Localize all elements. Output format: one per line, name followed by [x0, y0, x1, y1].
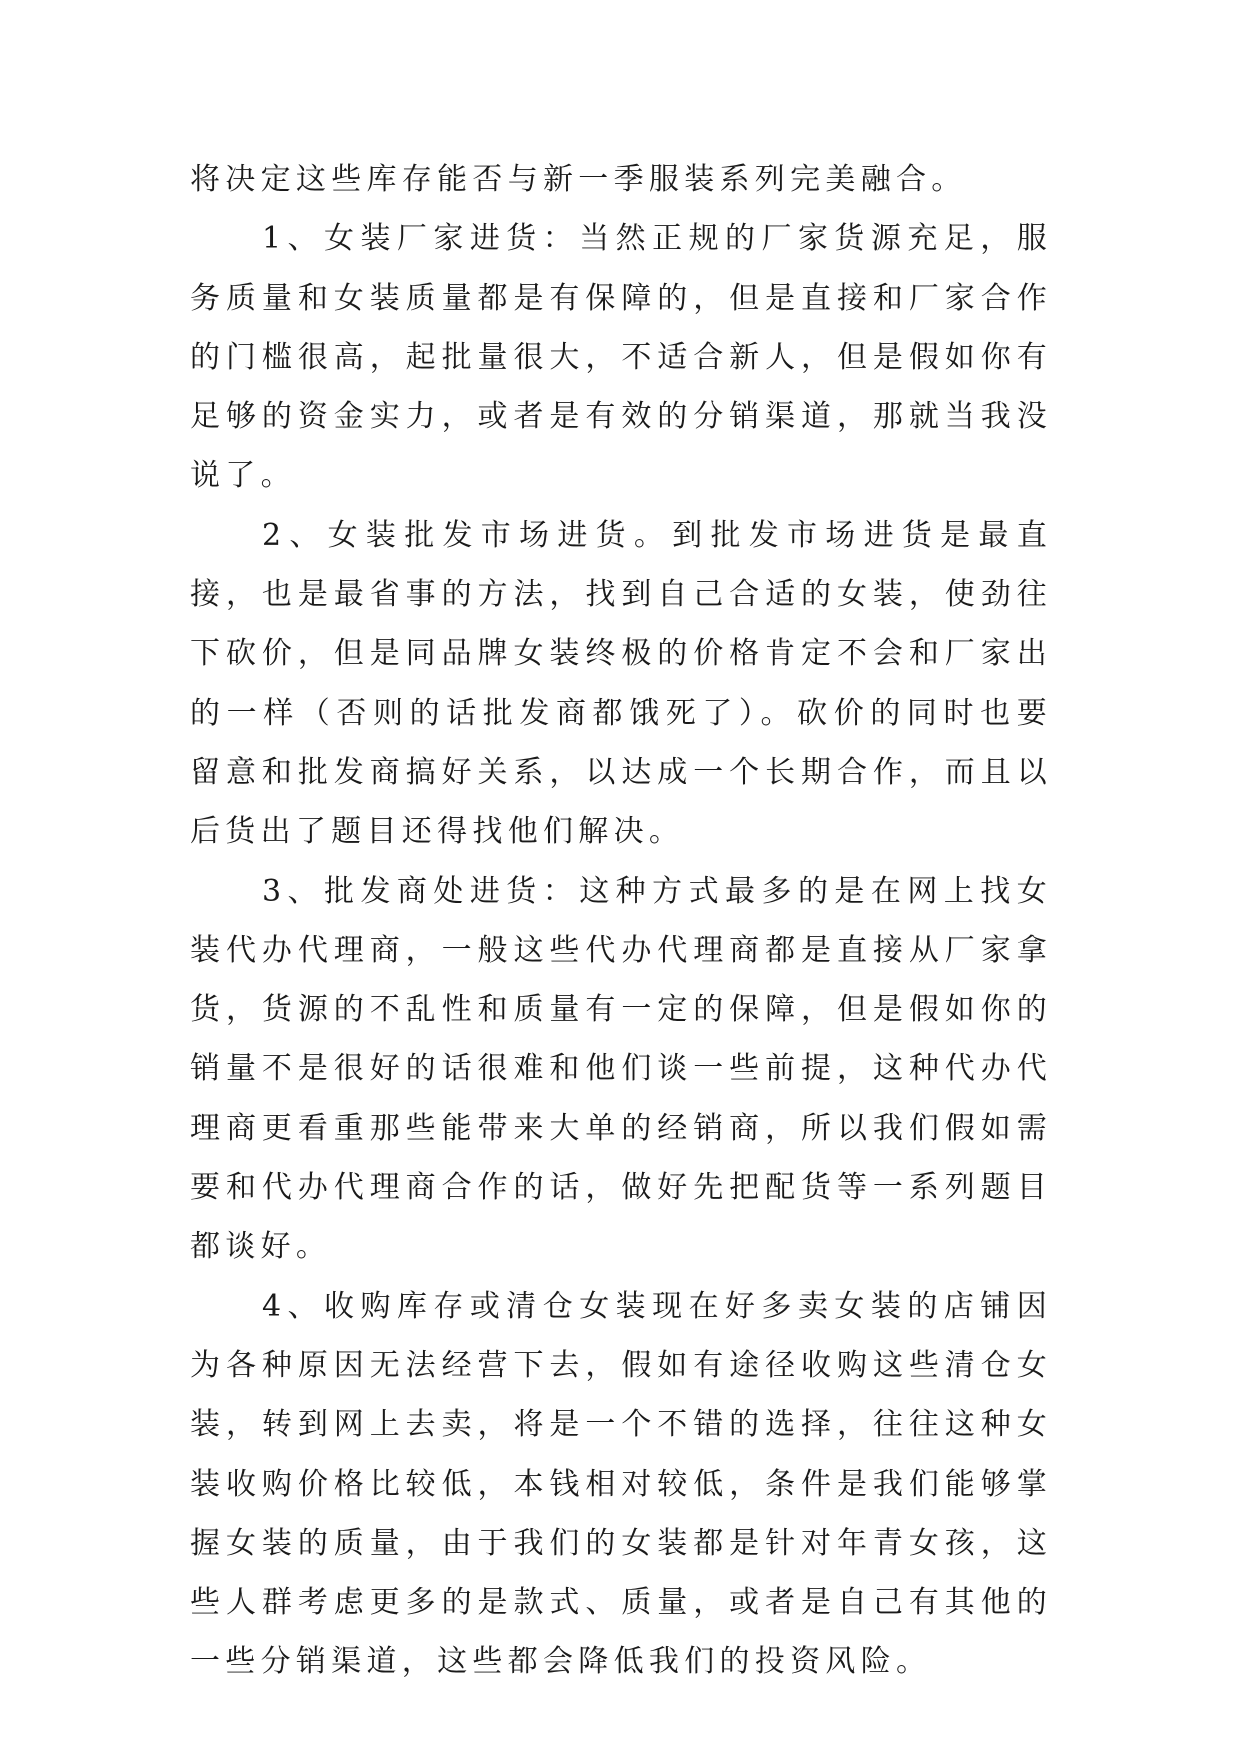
paragraph-continuation: 将决定这些库存能否与新一季服装系列完美融合。	[190, 162, 967, 197]
paragraph-item-1: 1、女装厂家进货：当然正规的厂家货源充足，服务质量和女装质量都是有保障的，但是直接和厂家合作的门槛很高，起批量很大，不适合新人，但是假如你有足够的资金实力，或者是有效的分销渠道，那就当我没说了。	[190, 221, 1052, 494]
paragraph-item-4: 4、收购库存或清仓女装现在好多卖女装的店铺因为各种原因无法经营下去，假如有途径收购这些清仓女装，转到网上去卖，将是一个不错的选择，往往这种女装收购价格比较低，本钱相对较低，条件是我们能够掌握女装的质量，由于我们的女装都是针对年青女孩，这些人群考虑更多的是款式、质量，或者是自己有其他的一些分销渠道，这些都会降低我们的投资风险。	[190, 1288, 1052, 1680]
paragraph-item-2: 2、女装批发市场进货。到批发市场进货是最直接，也是最省事的方法，找到自己合适的女装，使劲往下砍价，但是同品牌女装终极的价格肯定不会和厂家出的一样（否则的话批发商都饿死了）。砍价的同时也要留意和批发商搞好关系，以达成一个长期合作，而且以后货出了题目还得找他们解决。	[190, 517, 1052, 850]
document-page	[190, 150, 1052, 1692]
paragraph-item-3: 3、批发商处进货：这种方式最多的是在网上找女装代办代理商，一般这些代办代理商都是直接从厂家拿货，货源的不乱性和质量有一定的保障，但是假如你的销量不是很好的话很难和他们谈一些前提，这种代办代理商更看重那些能带来大单的经销商，所以我们假如需要和代办代理商合作的话，做好先把配货等一系列题目都谈好。	[190, 873, 1052, 1265]
